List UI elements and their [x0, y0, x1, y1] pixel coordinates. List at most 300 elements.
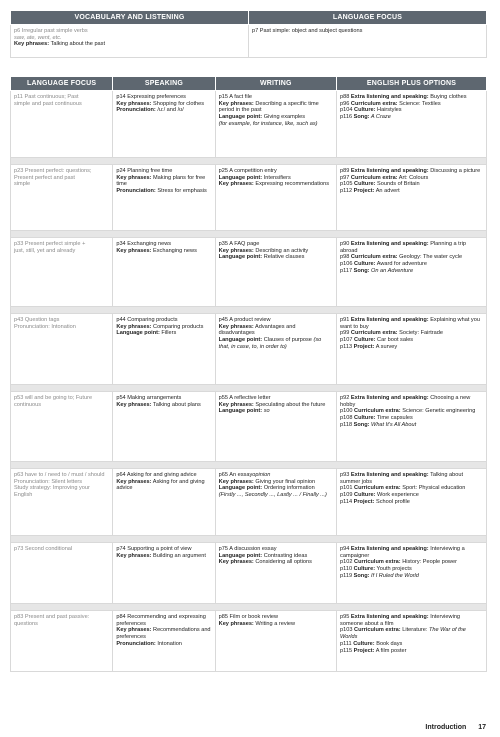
line-text: Building an argument [151, 552, 206, 559]
language-focus-line: continuous [14, 401, 42, 408]
language-focus-line: p11 Past continuous; Past [14, 94, 79, 100]
unit-row [11, 543, 487, 604]
english-plus-line [340, 485, 483, 492]
language-focus-cell [11, 543, 113, 604]
english-plus-line [340, 492, 483, 499]
line-label: Project: [353, 188, 375, 195]
line-label: Extra listening and speaking: [350, 614, 429, 620]
line-text: p93 [340, 472, 351, 478]
line-label: Song: [353, 421, 370, 428]
language-focus-line: Pronunciation: Intonation [14, 323, 76, 330]
writing-line [219, 114, 333, 121]
line-text: p14 Expressing preferences [116, 94, 186, 100]
language-focus-line: p63 have to / need to / must / should [14, 472, 105, 478]
speaking-line [116, 546, 211, 553]
speaking-line [116, 330, 211, 337]
line-label: Extra listening and speaking: [350, 546, 429, 552]
line-label: Curriculum extra: [350, 254, 398, 261]
english-plus-cell [337, 611, 487, 672]
speaking-cell [113, 392, 215, 462]
line-text: essay [237, 472, 253, 478]
line-text: School profile [374, 498, 410, 505]
unit-row [11, 314, 487, 385]
line-text: p55 A reflective letter [218, 395, 271, 401]
line-text: Comparing products [151, 323, 204, 330]
line-text: Talking about summer jobs [340, 472, 464, 485]
line-text: History: People power [400, 559, 457, 566]
line-text: Intonation [155, 640, 182, 647]
unit-row [11, 91, 487, 158]
english-plus-line [340, 422, 483, 429]
line-label: Culture: [354, 261, 376, 268]
top-right-line: p7 Past simple: object and subject questions [252, 28, 363, 34]
line-italic: A Craze [369, 114, 391, 121]
english-plus-line [340, 546, 483, 559]
writing-line [219, 181, 333, 188]
writing-line [219, 94, 333, 101]
english-plus-line [340, 330, 483, 337]
line-text: p97 [340, 174, 351, 181]
writing-line [219, 485, 333, 498]
language-focus-line: Study strategy: Improving your English [14, 485, 90, 499]
english-plus-cell [337, 238, 487, 307]
english-plus-line [340, 175, 483, 182]
english-plus-cell [337, 469, 487, 536]
line-text: p95 [340, 614, 351, 620]
english-plus-cell [337, 543, 487, 604]
language-focus-line: p83 Present and past passive: [14, 614, 90, 620]
line-italic: (for example, for instance, like, such as) [218, 120, 318, 127]
line-label: Language point: [218, 552, 263, 559]
speaking-line [116, 614, 211, 627]
language-focus-cell [11, 91, 113, 158]
english-plus-line [340, 614, 483, 627]
line-italic: so [262, 408, 270, 415]
language-focus-cell [11, 238, 113, 307]
row-divider [11, 604, 487, 611]
page-footer [415, 724, 486, 731]
line-label: Key phrases: [116, 100, 152, 107]
line-text: Shopping for clothes [151, 100, 205, 107]
line-italic: What It's All About [369, 421, 417, 428]
english-plus-line [340, 107, 483, 114]
line-text: p116 [340, 114, 354, 121]
writing-line [219, 121, 333, 128]
writing-cell [215, 611, 336, 672]
line-label: Pronunciation: [116, 188, 156, 195]
writing-cell [215, 543, 336, 604]
line-label: Song: [353, 114, 370, 121]
line-label: Key phrases: [218, 620, 254, 627]
unit-row [11, 165, 487, 231]
main-table [10, 76, 487, 672]
line-text: p84 Recommending and expressing preferences [116, 614, 206, 627]
line-text: p44 Comparing products [116, 317, 178, 323]
line-text: p96 [340, 100, 351, 107]
line-label: Key phrases: [218, 181, 254, 188]
line-label: Curriculum extra: [354, 627, 401, 634]
line-text: p109 [340, 492, 355, 499]
line-text: Expressing recommendations [253, 181, 330, 188]
line-text: Sport: Physical education [400, 485, 466, 492]
speaking-cell [113, 238, 215, 307]
english-plus-line [340, 337, 483, 344]
english-plus-line [340, 268, 483, 275]
line-text: Hairstyles [375, 107, 402, 114]
speaking-line [116, 168, 211, 175]
line-label: Key phrases: [116, 174, 152, 181]
line-label: Extra listening and speaking: [350, 94, 429, 100]
line-text: Describing an activity [253, 247, 309, 254]
line-label: Culture: [354, 107, 376, 114]
top-left-keyphrases [14, 41, 245, 48]
row-divider-cell [11, 462, 487, 469]
line-text: Literature: [400, 627, 429, 634]
language-focus-line: p53 will and be going to; Future [14, 395, 93, 401]
english-plus-line [340, 573, 483, 580]
writing-line [219, 553, 333, 560]
language-focus-line: Pronunciation: Silent letters [14, 478, 83, 485]
english-plus-line [340, 408, 483, 415]
unit-row [11, 469, 487, 536]
line-text: p101 [340, 485, 355, 492]
english-plus-cell [337, 314, 487, 385]
line-text: p100 [340, 408, 355, 415]
line-text: Interviewing a campaigner [340, 546, 465, 559]
writing-line [219, 621, 333, 628]
line-label: Curriculum extra: [350, 100, 398, 107]
language-focus-cell [11, 392, 113, 462]
line-italic: opinion [252, 472, 271, 478]
line-label: Extra listening and speaking: [350, 168, 429, 174]
line-label: Language point: [218, 114, 263, 121]
line-label: Extra listening and speaking: [350, 241, 429, 247]
writing-cell [215, 91, 336, 158]
writing-line [219, 472, 333, 479]
language-focus-cell [11, 314, 113, 385]
line-label: Language point: [218, 485, 263, 492]
language-focus-line: simple [14, 181, 31, 188]
line-text: p99 [340, 330, 351, 337]
line-text: p89 [340, 168, 351, 174]
line-label: Project: [353, 343, 375, 350]
speaking-line [116, 627, 211, 640]
speaking-line [116, 395, 211, 402]
english-plus-line [340, 317, 483, 330]
top-left-line: p6 Irregular past simple verbs [14, 28, 88, 34]
line-text: Making plans for free time [116, 174, 206, 188]
unit-row [11, 611, 487, 672]
english-plus-line [340, 101, 483, 108]
line-text: A film poster [374, 647, 407, 654]
line-label: Language point: [116, 330, 160, 337]
line-text: p54 Making arrangements [116, 395, 182, 401]
top-left-examples: saw, ate, went, etc. [14, 34, 62, 41]
english-plus-line [340, 188, 483, 195]
line-text: p85 Film or book review [218, 614, 279, 620]
line-text: p104 [340, 107, 355, 114]
writing-line [219, 408, 333, 415]
language-focus-line: p23 Present perfect: questions; [14, 168, 92, 174]
line-text: p117 [340, 267, 354, 274]
line-text: p88 [340, 94, 351, 100]
speaking-cell [113, 469, 215, 536]
speaking-line [116, 101, 211, 108]
line-label: Key phrases: [116, 552, 152, 559]
line-text: Asking for and giving advice [116, 478, 205, 492]
line-label: Key phrases: [218, 559, 254, 566]
line-label: Language point: [218, 254, 263, 261]
english-plus-line [340, 261, 483, 268]
language-focus-line: p43 Question tags [14, 317, 60, 323]
writing-line [219, 168, 333, 175]
english-plus-line [340, 168, 483, 175]
unit-row [11, 238, 487, 307]
line-text: Fillers [159, 330, 177, 337]
page-number: 17 [478, 724, 486, 731]
speaking-line [116, 94, 211, 101]
line-text: p75 A discussion essay [218, 546, 277, 552]
row-divider [11, 462, 487, 469]
line-text: An advert [374, 188, 400, 195]
speaking-line [116, 188, 211, 195]
line-text: Science: Textiles [397, 100, 441, 107]
line-text: Exchanging news [151, 247, 197, 254]
speaking-line [116, 107, 211, 114]
line-text: p15 A fact file [218, 94, 252, 100]
writing-line [219, 101, 333, 114]
language-focus-line: p73 Second conditional [14, 546, 73, 552]
line-text: Time capsules [375, 415, 413, 422]
line-text: Writing a review [253, 620, 296, 627]
line-text: Contrasting ideas [262, 552, 308, 559]
row-divider-cell [11, 536, 487, 543]
line-text: Buying clothes [428, 94, 467, 100]
language-focus-line: questions [14, 620, 38, 627]
writing-cell [215, 469, 336, 536]
line-text: Youth projects [375, 566, 412, 573]
writing-line [219, 402, 333, 409]
line-italic: If I Ruled the World [369, 572, 419, 579]
row-divider-cell [11, 604, 487, 611]
line-text: p105 [340, 181, 355, 188]
line-text: p115 [340, 647, 354, 654]
speaking-line [116, 175, 211, 188]
english-plus-line [340, 254, 483, 261]
line-text: A survey [374, 343, 398, 350]
line-text: Relative clauses [262, 254, 305, 261]
line-label: Project: [353, 498, 375, 505]
line-label: Curriculum extra: [354, 485, 401, 492]
writing-line [219, 241, 333, 248]
row-divider [11, 158, 487, 165]
line-italic: (Firstly ..., Secondly ..., Lastly ... / Finally ...) [218, 492, 327, 499]
header-writing: WRITING [215, 77, 336, 91]
unit-row [11, 392, 487, 462]
line-text: p45 A product review [218, 317, 271, 323]
line-text: p91 [340, 317, 351, 323]
row-divider-cell [11, 307, 487, 314]
english-plus-line [340, 472, 483, 485]
english-plus-line [340, 627, 483, 640]
line-label: Key phrases: [218, 100, 254, 107]
line-label: Key phrases: [218, 323, 254, 330]
english-plus-line [340, 641, 483, 648]
line-label: Pronunciation: [116, 107, 156, 114]
writing-line [219, 395, 333, 402]
english-plus-line [340, 499, 483, 506]
line-text: Recommendations and preferences [116, 627, 211, 641]
line-label: Culture: [353, 566, 376, 573]
line-label: Curriculum extra: [350, 330, 398, 337]
line-italic: (so that, in case, to, in order to) [218, 337, 322, 350]
line-text: Choosing a new hobby [340, 395, 471, 408]
speaking-cell [113, 611, 215, 672]
speaking-line [116, 472, 211, 479]
line-label: Project: [353, 647, 375, 654]
speaking-cell [113, 165, 215, 231]
line-text: Planning a trip abroad [340, 241, 466, 254]
english-plus-line [340, 395, 483, 408]
writing-line [219, 337, 333, 350]
speaking-cell [113, 91, 215, 158]
writing-line [219, 317, 333, 324]
line-label: Curriculum extra: [350, 174, 398, 181]
line-label: Extra listening and speaking: [350, 317, 429, 323]
line-text: p94 [340, 546, 351, 552]
line-text: p106 [340, 261, 355, 268]
writing-line [219, 254, 333, 261]
contents-page [10, 10, 487, 672]
language-focus-line: just, still, yet and already [14, 247, 76, 254]
line-text: Stress for emphasis [155, 188, 207, 195]
line-text: p108 [340, 415, 355, 422]
line-label: Culture: [354, 181, 376, 188]
line-text: p119 [340, 572, 354, 579]
line-text: Speculating about the future [253, 401, 326, 408]
line-text: p92 [340, 395, 351, 401]
speaking-line [116, 553, 211, 560]
top-left-cell [11, 25, 249, 58]
writing-cell [215, 165, 336, 231]
line-label: Song: [353, 572, 370, 579]
line-text: p98 [340, 254, 351, 261]
header-speaking: SPEAKING [113, 77, 215, 91]
writing-line [219, 614, 333, 621]
line-label: Language point: [218, 174, 263, 181]
line-label: Language point: [218, 408, 263, 415]
line-label: Culture: [353, 640, 375, 647]
line-italic: On an Adventure [369, 267, 414, 274]
top-table [10, 10, 487, 58]
line-text: Sounds of Britain [375, 181, 420, 188]
english-plus-line [340, 94, 483, 101]
english-plus-cell [337, 165, 487, 231]
line-text: p111 [340, 640, 354, 647]
line-text: Advantages and disadvantages [218, 323, 296, 337]
line-label: Culture: [354, 415, 376, 422]
line-text: Intensifiers [262, 174, 291, 181]
english-plus-cell [337, 91, 487, 158]
line-text: p25 A competition entry [218, 168, 277, 174]
line-text: p113 [340, 343, 354, 350]
speaking-line [116, 317, 211, 324]
writing-cell [215, 314, 336, 385]
line-text: Interviewing someone about a film [340, 614, 461, 627]
line-text: Science: Genetic engineering [400, 408, 476, 415]
line-text: Describing a specific time period in the past [218, 100, 319, 114]
line-text: p110 [340, 566, 354, 573]
row-divider [11, 385, 487, 392]
line-text: Considering all options [253, 559, 312, 566]
top-right-cell [249, 25, 487, 58]
line-text: Giving your final opinion [253, 478, 316, 485]
line-label: Extra listening and speaking: [350, 472, 429, 478]
line-label: Extra listening and speaking: [350, 395, 429, 401]
english-plus-line [340, 566, 483, 573]
line-text: Car boot sales [375, 337, 414, 344]
speaking-line [116, 241, 211, 248]
language-focus-line: Present perfect and past [14, 174, 75, 181]
writing-cell [215, 238, 336, 307]
line-label: Song: [353, 267, 370, 274]
language-focus-line: simple and past continuous [14, 100, 82, 107]
line-text: p24 Planning free time [116, 168, 173, 174]
line-label: Culture: [354, 337, 376, 344]
header-vocab-listening: VOCABULARY AND LISTENING [11, 11, 249, 25]
row-divider [11, 307, 487, 314]
line-text: Giving examples [262, 114, 306, 121]
english-plus-line [340, 114, 483, 121]
line-label: Key phrases: [116, 478, 152, 485]
line-text: p102 [340, 559, 355, 566]
line-text: p64 Asking for and giving advice [116, 472, 197, 478]
writing-line [219, 175, 333, 182]
line-label: Culture: [354, 492, 376, 499]
line-label: Curriculum extra: [354, 559, 401, 566]
language-focus-line: p33 Present perfect simple + [14, 241, 86, 247]
writing-line [219, 248, 333, 255]
line-text: Explaining what you want to buy [340, 317, 480, 330]
english-plus-line [340, 648, 483, 655]
english-plus-line [340, 344, 483, 351]
line-label: Key phrases: [116, 323, 152, 330]
line-text: Book days [374, 640, 403, 647]
line-text: p118 [340, 421, 354, 428]
line-label: Language point: [218, 337, 263, 344]
line-text: Ordering information [262, 485, 315, 492]
speaking-line [116, 248, 211, 255]
line-text: p35 A FAQ page [218, 241, 260, 247]
english-plus-line [340, 181, 483, 188]
row-divider [11, 231, 487, 238]
line-label: Key phrases: [218, 247, 254, 254]
row-divider [11, 536, 487, 543]
writing-cell [215, 392, 336, 462]
line-text: Geology: The water cycle [397, 254, 463, 261]
line-text: p90 [340, 241, 351, 247]
writing-line [219, 324, 333, 337]
line-text: p74 Supporting a point of view [116, 546, 192, 552]
unit-rows [11, 91, 487, 672]
line-text: Talking about plans [151, 401, 201, 408]
writing-line [219, 559, 333, 566]
language-focus-cell [11, 469, 113, 536]
top-left-keyphrases-label: Key phrases: [14, 41, 50, 48]
line-text: p107 [340, 337, 355, 344]
row-divider-cell [11, 158, 487, 165]
english-plus-line [340, 241, 483, 254]
